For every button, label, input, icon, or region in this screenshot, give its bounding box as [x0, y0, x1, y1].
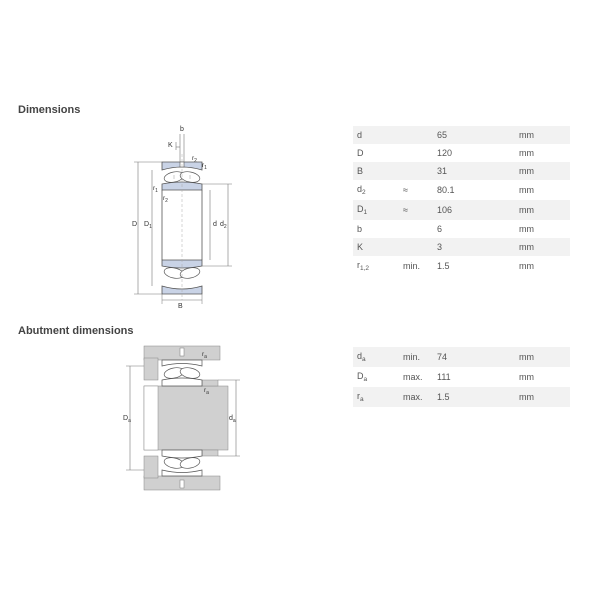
label-d2: $d_2$ [220, 221, 227, 230]
spec-unit: mm [515, 200, 570, 220]
spec-row [353, 162, 570, 180]
spec-row [353, 200, 570, 220]
spec-symbol: b [357, 224, 363, 234]
bearing-dimensions-diagram [118, 120, 248, 310]
label-b: b [180, 126, 184, 133]
spec-qualifier [399, 238, 433, 256]
spec-qualifier: ≈ [399, 200, 433, 220]
spec-symbol: $D_1$ [353, 200, 399, 220]
spec-value: 74 [433, 347, 515, 367]
label-r2-top: $r_2$ [192, 155, 197, 164]
label-ra-shaft: $r_a$ [204, 387, 209, 396]
spec-qualifier [399, 126, 433, 144]
label-ra-top: $r_a$ [202, 351, 207, 360]
label-r2-left: $r_2$ [163, 195, 168, 204]
spec-symbol-subscript: a [363, 376, 368, 383]
spec-unit: mm [519, 185, 534, 195]
label-da: $d_a$ [229, 415, 236, 424]
abutment-dimensions-title: Abutment dimensions [18, 325, 134, 337]
label-Da: $D_a$ [123, 415, 131, 424]
abutment-table [353, 347, 570, 407]
spec-value: 1.5 [433, 387, 515, 407]
label-r1-top: $r_1$ [202, 162, 207, 171]
spec-row [353, 347, 570, 367]
dimensions-title: Dimensions [18, 104, 81, 116]
spec-unit: mm [519, 224, 534, 234]
spec-unit: mm [515, 126, 570, 144]
spec-value: 1.5 [437, 261, 450, 271]
spec-row [353, 144, 570, 162]
spec-symbol-subscript: 1,2 [360, 265, 370, 272]
spec-symbol: d [353, 126, 399, 144]
spec-symbol-subscript: a [360, 396, 364, 403]
spec-value: 3 [433, 238, 515, 256]
spec-row [353, 387, 570, 407]
spec-value: 120 [437, 148, 453, 158]
spec-qualifier: max. [403, 372, 423, 382]
spec-qualifier: ≈ [403, 185, 408, 195]
dimensions-table [353, 126, 570, 276]
spec-symbol: $r_a$ [353, 387, 399, 407]
spec-unit: mm [515, 347, 570, 367]
spec-unit: mm [515, 238, 570, 256]
spec-row [353, 367, 570, 387]
spec-symbol: B [353, 162, 399, 180]
spec-qualifier: max. [399, 387, 433, 407]
spec-row [353, 220, 570, 238]
spec-row [353, 180, 570, 200]
spec-value: 106 [433, 200, 515, 220]
spec-qualifier: min. [403, 261, 421, 271]
spec-symbol: $d_2$ [357, 184, 366, 196]
spec-row [353, 238, 570, 256]
spec-symbol: $D_a$ [357, 371, 368, 383]
spec-symbol-subscript: a [362, 356, 366, 363]
spec-value: 65 [433, 126, 515, 144]
spec-unit: mm [519, 148, 534, 158]
spec-qualifier [399, 144, 433, 162]
spec-row [353, 256, 570, 276]
abutment-diagram [118, 344, 248, 492]
spec-value: 80.1 [437, 185, 455, 195]
spec-value: 6 [437, 224, 443, 234]
spec-value: 31 [433, 162, 515, 180]
spec-symbol: D [357, 148, 364, 158]
spec-row [353, 126, 570, 144]
spec-symbol: K [353, 238, 399, 256]
label-B: B [178, 303, 183, 310]
spec-unit: mm [519, 372, 534, 382]
spec-qualifier [399, 220, 433, 238]
spec-qualifier [399, 162, 433, 180]
label-r1-left: $r_1$ [153, 185, 158, 194]
spec-symbol-subscript: 2 [362, 189, 366, 196]
label-D1: $D_1$ [144, 221, 152, 230]
label-d: d [213, 221, 217, 228]
label-D: D [132, 221, 138, 228]
spec-symbol: $r_{1,2}$ [357, 260, 370, 272]
spec-unit: mm [515, 162, 570, 180]
spec-unit: mm [515, 387, 570, 407]
spec-unit: mm [519, 261, 534, 271]
spec-symbol-subscript: 1 [363, 209, 368, 216]
spec-value: 111 [437, 372, 451, 382]
spec-qualifier: min. [399, 347, 433, 367]
label-K: K [168, 142, 173, 149]
spec-symbol: $d_a$ [353, 347, 399, 367]
